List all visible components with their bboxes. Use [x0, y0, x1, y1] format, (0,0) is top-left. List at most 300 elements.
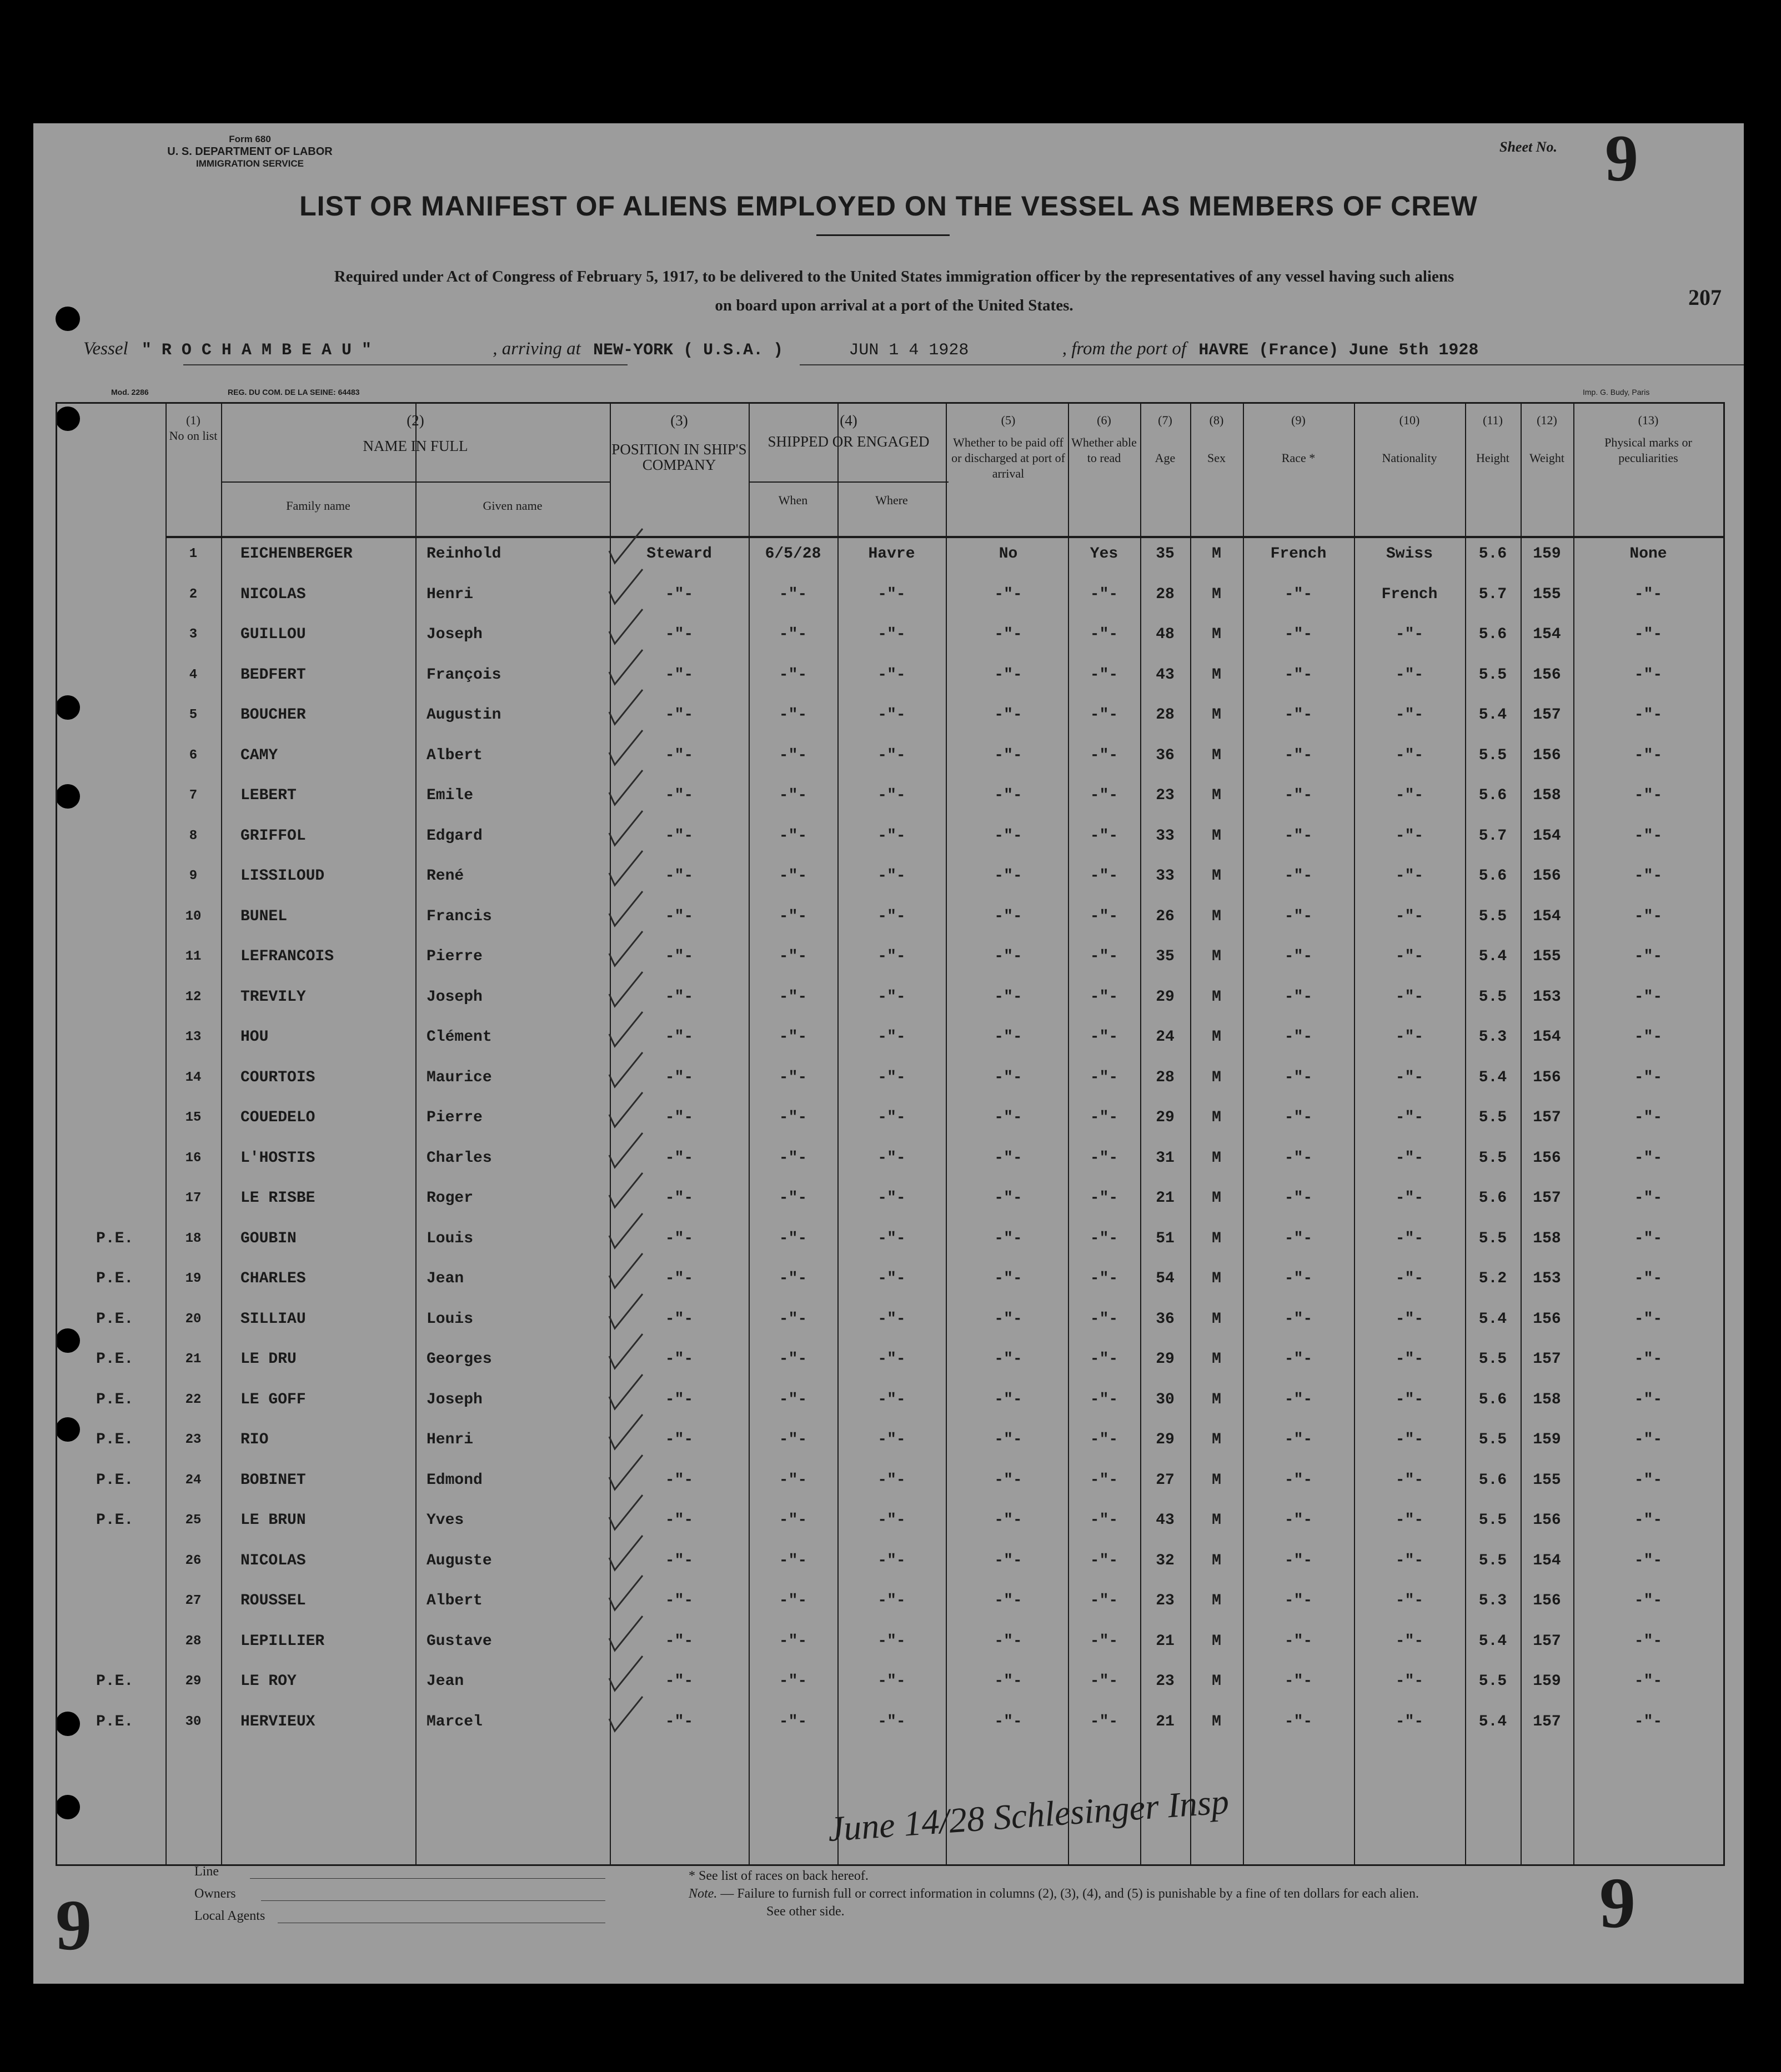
cell-marks: -"- — [1634, 1270, 1663, 1287]
cell-read: -"- — [1090, 827, 1118, 845]
cell-weight: 156 — [1533, 1149, 1561, 1167]
sheet-label: Sheet No. — [1499, 139, 1557, 155]
cell-family: SILLIAU — [240, 1310, 306, 1328]
cell-age: 29 — [1156, 1431, 1175, 1448]
row-number: 6 — [189, 747, 198, 763]
cell-age: 33 — [1156, 867, 1175, 885]
cell-weight: 153 — [1533, 1270, 1561, 1287]
row-number: 3 — [189, 627, 198, 642]
cell-paid: -"- — [994, 907, 1022, 925]
row-number: 16 — [185, 1150, 202, 1166]
cell-paid: -"- — [994, 1431, 1022, 1448]
races-note: * See list of races on back hereof. — [689, 1869, 869, 1883]
cell-given: Auguste — [427, 1552, 492, 1569]
checkmark-icon — [607, 1171, 646, 1210]
cell-given: Clément — [427, 1029, 492, 1046]
cell-weight: 155 — [1533, 1471, 1561, 1489]
cell-height: 5.4 — [1478, 1713, 1507, 1730]
cell-read: -"- — [1090, 948, 1118, 965]
cell-read: -"- — [1090, 1230, 1118, 1247]
cell-height: 5.5 — [1478, 746, 1507, 764]
vessel-label: Vessel — [83, 339, 128, 359]
cell-age: 35 — [1156, 545, 1175, 563]
cell-read: -"- — [1090, 1431, 1118, 1448]
cell-age: 35 — [1156, 948, 1175, 965]
cell-height: 5.5 — [1478, 1230, 1507, 1247]
cell-where: -"- — [877, 1230, 906, 1247]
cell-read: -"- — [1090, 1512, 1118, 1529]
from-label: , from the port of — [1062, 339, 1187, 359]
cell-when: -"- — [779, 1270, 807, 1287]
cell-given: Augustin — [427, 706, 501, 724]
cell-family: COUEDELO — [240, 1109, 315, 1126]
cell-race: -"- — [1284, 1109, 1313, 1126]
pe-mark: P.E. — [96, 1230, 134, 1247]
row-number: 11 — [185, 949, 202, 964]
cell-paid: -"- — [994, 1029, 1022, 1046]
cell-where: -"- — [877, 948, 906, 965]
cell-family: LE ROY — [240, 1673, 297, 1690]
cell-age: 23 — [1156, 787, 1175, 804]
cell-sex: M — [1212, 907, 1221, 925]
cell-weight: 157 — [1533, 1109, 1561, 1126]
row-number: 18 — [185, 1231, 202, 1246]
cell-when: -"- — [779, 1068, 807, 1086]
cell-position: -"- — [665, 948, 694, 965]
cell-marks: -"- — [1634, 907, 1663, 925]
cell-sex: M — [1212, 545, 1221, 563]
cell-marks: -"- — [1634, 1552, 1663, 1569]
cell-paid: -"- — [994, 1351, 1022, 1368]
cell-nationality: -"- — [1395, 626, 1424, 643]
cell-sex: M — [1212, 1512, 1221, 1529]
cell-weight: 155 — [1533, 948, 1561, 965]
cell-given: Roger — [427, 1190, 474, 1207]
cell-family: CAMY — [240, 746, 278, 764]
sheet-number-bottom-right: 9 — [1599, 1863, 1635, 1943]
row-number: 15 — [185, 1110, 202, 1125]
cell-height: 5.6 — [1478, 626, 1507, 643]
cell-position: -"- — [665, 1713, 694, 1730]
cell-given: Jean — [427, 1673, 464, 1690]
cell-where: -"- — [877, 907, 906, 925]
footer-agents: Local Agents — [194, 1909, 265, 1923]
cell-weight: 154 — [1533, 1552, 1561, 1569]
cell-paid: -"- — [994, 1068, 1022, 1086]
cell-position: -"- — [665, 746, 694, 764]
cell-family: GRIFFOL — [240, 827, 306, 845]
cell-family: LEPILLIER — [240, 1632, 325, 1650]
cell-when: -"- — [779, 1230, 807, 1247]
cell-age: 29 — [1156, 1109, 1175, 1126]
footer-owners: Owners — [194, 1887, 236, 1901]
cell-given: Albert — [427, 1592, 483, 1609]
cell-position: -"- — [665, 1351, 694, 1368]
cell-where: -"- — [877, 1351, 906, 1368]
cell-race: -"- — [1284, 988, 1313, 1006]
cell-nationality: -"- — [1395, 1190, 1424, 1207]
cell-when: -"- — [779, 787, 807, 804]
crew-table — [56, 402, 1725, 1866]
cell-height: 5.3 — [1478, 1592, 1507, 1609]
cell-height: 5.6 — [1478, 787, 1507, 804]
cell-weight: 153 — [1533, 988, 1561, 1006]
cell-when: -"- — [779, 1512, 807, 1529]
cell-read: -"- — [1090, 1190, 1118, 1207]
cell-age: 28 — [1156, 706, 1175, 724]
cell-given: Edgard — [427, 827, 483, 845]
cell-height: 5.5 — [1478, 1149, 1507, 1167]
cell-height: 5.4 — [1478, 948, 1507, 965]
cell-race: -"- — [1284, 1190, 1313, 1207]
cell-paid: No — [999, 545, 1018, 563]
printer: Imp. G. Budy, Paris — [1583, 388, 1650, 397]
row-number: 13 — [185, 1030, 202, 1045]
cell-marks: -"- — [1634, 1713, 1663, 1730]
cell-given: Gustave — [427, 1632, 492, 1650]
sheet-number: 9 — [1605, 123, 1638, 195]
cell-sex: M — [1212, 827, 1221, 845]
cell-height: 5.5 — [1478, 988, 1507, 1006]
cell-position: -"- — [665, 1673, 694, 1690]
requirement-text — [144, 262, 1644, 320]
cell-position: -"- — [665, 1109, 694, 1126]
cell-where: -"- — [877, 1310, 906, 1328]
cell-position: -"- — [665, 626, 694, 643]
cell-sex: M — [1212, 585, 1221, 603]
cell-family: LEBERT — [240, 787, 297, 804]
cell-race: -"- — [1284, 907, 1313, 925]
cell-race: -"- — [1284, 867, 1313, 885]
cell-paid: -"- — [994, 867, 1022, 885]
row-number: 24 — [185, 1472, 202, 1488]
cell-sex: M — [1212, 626, 1221, 643]
cell-marks: -"- — [1634, 1673, 1663, 1690]
cell-age: 21 — [1156, 1632, 1175, 1650]
sheet-number-bottom-left: 9 — [56, 1885, 92, 1965]
cell-marks: -"- — [1634, 1190, 1663, 1207]
cell-marks: -"- — [1634, 1029, 1663, 1046]
checkmark-icon — [607, 1654, 646, 1693]
cell-age: 21 — [1156, 1190, 1175, 1207]
pe-mark: P.E. — [96, 1310, 134, 1328]
cell-position: -"- — [665, 1512, 694, 1529]
cell-read: -"- — [1090, 585, 1118, 603]
cell-age: 29 — [1156, 988, 1175, 1006]
cell-sex: M — [1212, 1713, 1221, 1730]
cell-marks: -"- — [1634, 666, 1663, 684]
cell-height: 5.5 — [1478, 1109, 1507, 1126]
cell-nationality: -"- — [1395, 827, 1424, 845]
row-number: 10 — [185, 909, 202, 924]
checkmark-icon — [607, 929, 646, 968]
row-number: 12 — [185, 989, 202, 1005]
row-number: 22 — [185, 1392, 202, 1407]
cell-position: -"- — [665, 787, 694, 804]
cell-height: 5.6 — [1478, 545, 1507, 563]
checkmark-icon — [607, 1050, 646, 1089]
cell-race: -"- — [1284, 1351, 1313, 1368]
cell-position: -"- — [665, 1230, 694, 1247]
cell-where: -"- — [877, 1029, 906, 1046]
requirement-line-1: Required under Act of Congress of February 5, 1917, to be delivered to the United States immigration officer by the representatives of any vessel having such aliens — [334, 268, 1454, 285]
cell-weight: 154 — [1533, 1029, 1561, 1046]
cell-nationality: -"- — [1395, 1713, 1424, 1730]
row-number: 4 — [189, 667, 198, 683]
cell-race: -"- — [1284, 1149, 1313, 1167]
cell-weight: 156 — [1533, 1310, 1561, 1328]
cell-weight: 156 — [1533, 1592, 1561, 1609]
cell-family: COURTOIS — [240, 1068, 315, 1086]
cell-nationality: -"- — [1395, 1471, 1424, 1489]
cell-age: 48 — [1156, 626, 1175, 643]
cell-weight: 154 — [1533, 626, 1561, 643]
cell-position: -"- — [665, 1552, 694, 1569]
checkmark-icon — [607, 1372, 646, 1411]
cell-age: 36 — [1156, 1310, 1175, 1328]
cell-read: -"- — [1090, 1552, 1118, 1569]
cell-family: L'HOSTIS — [240, 1149, 315, 1167]
arriving-port: NEW-YORK ( U.S.A. ) — [593, 341, 784, 360]
cell-nationality: -"- — [1395, 666, 1424, 684]
cell-given: Jean — [427, 1270, 464, 1287]
cell-age: 32 — [1156, 1552, 1175, 1569]
cell-marks: -"- — [1634, 1632, 1663, 1650]
cell-where: -"- — [877, 867, 906, 885]
cell-paid: -"- — [994, 1713, 1022, 1730]
cell-sex: M — [1212, 1592, 1221, 1609]
row-number: 19 — [185, 1271, 202, 1286]
cell-position: -"- — [665, 1391, 694, 1408]
service: IMMIGRATION SERVICE — [196, 158, 304, 169]
cell-family: GOUBIN — [240, 1230, 297, 1247]
cell-paid: -"- — [994, 948, 1022, 965]
cell-where: -"- — [877, 1592, 906, 1609]
cell-read: -"- — [1090, 1632, 1118, 1650]
cell-read: -"- — [1090, 1592, 1118, 1609]
cell-marks: None — [1629, 545, 1667, 563]
checkmark-icon — [607, 1533, 646, 1572]
cell-marks: -"- — [1634, 787, 1663, 804]
cell-weight: 157 — [1533, 1351, 1561, 1368]
cell-given: Henri — [427, 1431, 474, 1448]
cell-where: -"- — [877, 585, 906, 603]
cell-weight: 157 — [1533, 1190, 1561, 1207]
cell-family: LISSILOUD — [240, 867, 325, 885]
cell-paid: -"- — [994, 1512, 1022, 1529]
cell-given: René — [427, 867, 464, 885]
cell-read: -"- — [1090, 1068, 1118, 1086]
cell-when: -"- — [779, 1673, 807, 1690]
punch-hole — [56, 307, 80, 331]
cell-height: 5.5 — [1478, 1351, 1507, 1368]
checkmark-icon — [607, 1614, 646, 1653]
cell-where: -"- — [877, 1190, 906, 1207]
cell-marks: -"- — [1634, 1068, 1663, 1086]
row-number: 23 — [185, 1432, 202, 1447]
cell-when: -"- — [779, 1431, 807, 1448]
cell-position: -"- — [665, 585, 694, 603]
cell-position: -"- — [665, 1270, 694, 1287]
cell-paid: -"- — [994, 1673, 1022, 1690]
cell-nationality: -"- — [1395, 1592, 1424, 1609]
manifest-sheet — [33, 123, 1744, 1984]
cell-race: -"- — [1284, 1552, 1313, 1569]
cell-given: François — [427, 666, 501, 684]
cell-family: CHARLES — [240, 1270, 306, 1287]
cell-marks: -"- — [1634, 988, 1663, 1006]
vessel-line — [83, 339, 1727, 360]
cell-race: -"- — [1284, 1592, 1313, 1609]
cell-read: -"- — [1090, 1149, 1118, 1167]
cell-given: Joseph — [427, 626, 483, 643]
from-port: HAVRE (France) June 5th 1928 — [1198, 341, 1479, 360]
cell-where: -"- — [877, 827, 906, 845]
cell-nationality: -"- — [1395, 1149, 1424, 1167]
cell-given: Maurice — [427, 1068, 492, 1086]
pe-mark: P.E. — [96, 1471, 134, 1489]
cell-nationality: -"- — [1395, 1270, 1424, 1287]
cell-read: -"- — [1090, 1713, 1118, 1730]
cell-sex: M — [1212, 1068, 1221, 1086]
cell-family: HOU — [240, 1029, 269, 1046]
date-stamp: JUN 1 4 1928 — [849, 341, 969, 360]
cell-race: -"- — [1284, 746, 1313, 764]
cell-nationality: -"- — [1395, 787, 1424, 804]
cell-age: 33 — [1156, 827, 1175, 845]
cell-paid: -"- — [994, 1190, 1022, 1207]
checkmark-icon — [607, 1131, 646, 1170]
cell-paid: -"- — [994, 1230, 1022, 1247]
checkmark-icon — [607, 1453, 646, 1492]
cell-given: Louis — [427, 1310, 474, 1328]
cell-weight: 156 — [1533, 746, 1561, 764]
cell-nationality: -"- — [1395, 1632, 1424, 1650]
mod-number: Mod. 2286 — [111, 388, 149, 397]
cell-age: 23 — [1156, 1673, 1175, 1690]
cell-race: -"- — [1284, 666, 1313, 684]
checkmark-icon — [607, 1211, 646, 1250]
cell-position: -"- — [665, 907, 694, 925]
col2-given-header: Given name — [483, 499, 543, 513]
cell-height: 5.3 — [1478, 1029, 1507, 1046]
cell-sex: M — [1212, 1310, 1221, 1328]
cell-nationality: -"- — [1395, 1673, 1424, 1690]
cell-paid: -"- — [994, 746, 1022, 764]
checkmark-icon — [607, 1412, 646, 1451]
cell-paid: -"- — [994, 1149, 1022, 1167]
cell-height: 5.5 — [1478, 907, 1507, 925]
pe-mark: P.E. — [96, 1713, 134, 1730]
cell-sex: M — [1212, 1109, 1221, 1126]
cell-race: -"- — [1284, 626, 1313, 643]
cell-age: 21 — [1156, 1713, 1175, 1730]
cell-when: -"- — [779, 827, 807, 845]
checkmark-icon — [607, 1090, 646, 1129]
cell-height: 5.4 — [1478, 1068, 1507, 1086]
page-number: 207 — [1688, 285, 1722, 310]
cell-sex: M — [1212, 1029, 1221, 1046]
cell-when: -"- — [779, 1592, 807, 1609]
cell-where: -"- — [877, 1713, 906, 1730]
checkmark-icon — [607, 526, 646, 565]
cell-position: -"- — [665, 1190, 694, 1207]
cell-sex: M — [1212, 1673, 1221, 1690]
cell-paid: -"- — [994, 706, 1022, 724]
cell-sex: M — [1212, 1391, 1221, 1408]
cell-read: -"- — [1090, 1351, 1118, 1368]
cell-height: 5.2 — [1478, 1270, 1507, 1287]
cell-sex: M — [1212, 1471, 1221, 1489]
cell-given: Henri — [427, 585, 474, 603]
col4-header: (4) SHIPPED OR ENGAGED — [767, 412, 930, 450]
cell-position: -"- — [665, 867, 694, 885]
cell-paid: -"- — [994, 666, 1022, 684]
cell-position: -"- — [665, 1310, 694, 1328]
cell-family: LE DRU — [240, 1351, 297, 1368]
cell-nationality: -"- — [1395, 706, 1424, 724]
cell-sex: M — [1212, 1230, 1221, 1247]
cell-where: -"- — [877, 1552, 906, 1569]
cell-where: -"- — [877, 746, 906, 764]
cell-when: -"- — [779, 585, 807, 603]
cell-nationality: -"- — [1395, 1351, 1424, 1368]
cell-nationality: -"- — [1395, 1391, 1424, 1408]
checkmark-icon — [607, 809, 646, 847]
cell-where: -"- — [877, 1471, 906, 1489]
cell-family: EICHENBERGER — [240, 545, 353, 563]
cell-where: -"- — [877, 1068, 906, 1086]
cell-position: -"- — [665, 1632, 694, 1650]
cell-paid: -"- — [994, 1270, 1022, 1287]
cell-where: -"- — [877, 1673, 906, 1690]
row-number: 20 — [185, 1311, 202, 1327]
cell-race: French — [1270, 545, 1327, 563]
cell-where: -"- — [877, 1149, 906, 1167]
cell-read: -"- — [1090, 1029, 1118, 1046]
row-number: 9 — [189, 869, 198, 884]
cell-marks: -"- — [1634, 1592, 1663, 1609]
row-number: 5 — [189, 708, 198, 723]
pe-mark: P.E. — [96, 1673, 134, 1690]
cell-given: Francis — [427, 907, 492, 925]
cell-height: 5.6 — [1478, 1391, 1507, 1408]
col7-header: (7) Age — [1155, 413, 1176, 465]
checkmark-icon — [607, 607, 646, 646]
col9-header: (9) Race * — [1281, 413, 1316, 465]
cell-position: -"- — [665, 1471, 694, 1489]
cell-race: -"- — [1284, 1512, 1313, 1529]
checkmark-icon — [607, 889, 646, 928]
cell-sex: M — [1212, 666, 1221, 684]
cell-read: -"- — [1090, 666, 1118, 684]
cell-marks: -"- — [1634, 867, 1663, 885]
cell-race: -"- — [1284, 1673, 1313, 1690]
cell-weight: 158 — [1533, 1391, 1561, 1408]
cell-position: -"- — [665, 1431, 694, 1448]
cell-when: -"- — [779, 746, 807, 764]
cell-age: 51 — [1156, 1230, 1175, 1247]
cell-when: -"- — [779, 1190, 807, 1207]
cell-race: -"- — [1284, 787, 1313, 804]
cell-given: Georges — [427, 1351, 492, 1368]
cell-paid: -"- — [994, 585, 1022, 603]
cell-read: -"- — [1090, 1391, 1118, 1408]
cell-given: Pierre — [427, 948, 483, 965]
cell-sex: M — [1212, 1552, 1221, 1569]
cell-where: -"- — [877, 626, 906, 643]
cell-paid: -"- — [994, 1391, 1022, 1408]
